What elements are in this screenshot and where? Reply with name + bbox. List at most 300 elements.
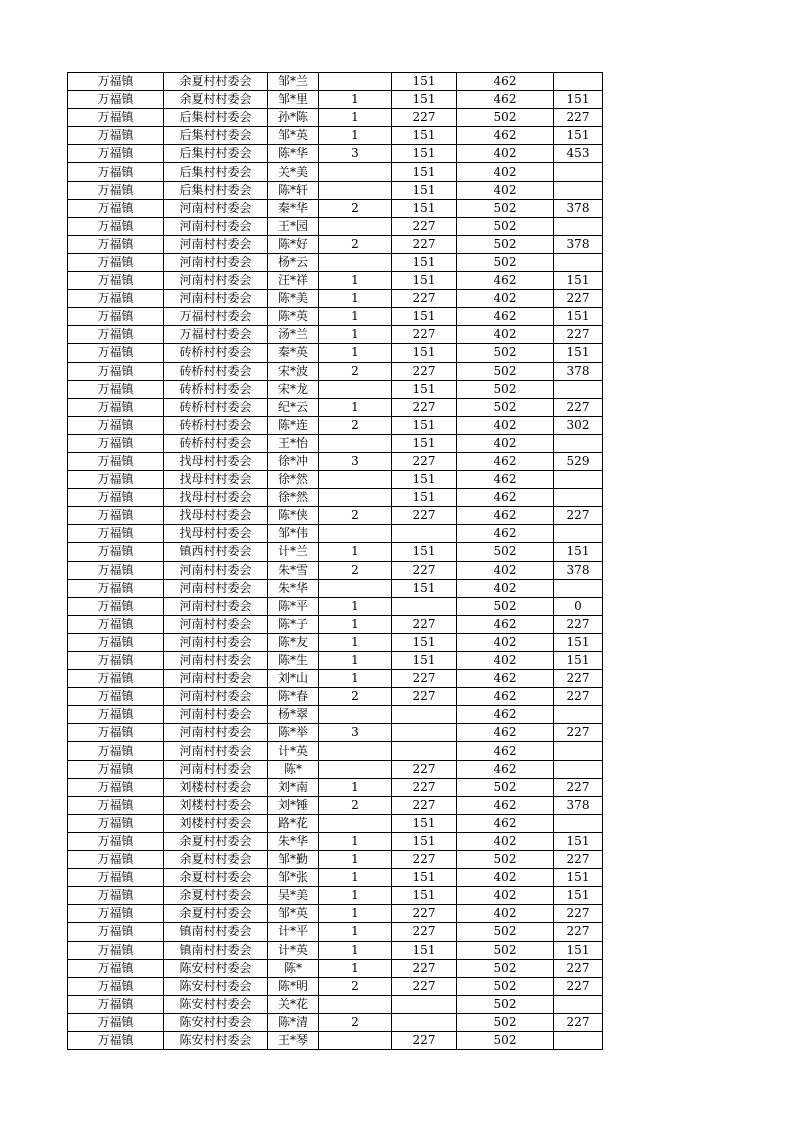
value-b-cell: 502 bbox=[457, 923, 554, 941]
value-a-cell: 227 bbox=[392, 851, 457, 869]
count-cell: 2 bbox=[319, 1013, 392, 1031]
value-a-cell bbox=[392, 525, 457, 543]
value-b-cell: 402 bbox=[457, 905, 554, 923]
value-b-cell: 502 bbox=[457, 344, 554, 362]
name-cell: 杨*翠 bbox=[268, 706, 319, 724]
village-cell: 找母村村委会 bbox=[164, 452, 268, 470]
value-a-cell: 227 bbox=[392, 688, 457, 706]
value-b-cell: 462 bbox=[457, 127, 554, 145]
name-cell: 秦*华 bbox=[268, 199, 319, 217]
table-row bbox=[68, 525, 603, 543]
village-cell: 河南村村委会 bbox=[164, 597, 268, 615]
total-cell: 378 bbox=[554, 199, 603, 217]
total-cell: 227 bbox=[554, 109, 603, 127]
value-a-cell: 151 bbox=[392, 814, 457, 832]
value-b-cell: 462 bbox=[457, 724, 554, 742]
count-cell bbox=[319, 217, 392, 235]
name-cell: 朱*华 bbox=[268, 832, 319, 850]
name-cell: 吴*美 bbox=[268, 887, 319, 905]
count-cell: 1 bbox=[319, 633, 392, 651]
value-b-cell: 402 bbox=[457, 869, 554, 887]
table-row bbox=[68, 543, 603, 561]
town-cell: 万福镇 bbox=[68, 362, 164, 380]
value-a-cell: 151 bbox=[392, 832, 457, 850]
total-cell bbox=[554, 525, 603, 543]
value-b-cell: 462 bbox=[457, 615, 554, 633]
town-cell: 万福镇 bbox=[68, 851, 164, 869]
value-a-cell: 151 bbox=[392, 543, 457, 561]
value-a-cell: 227 bbox=[392, 398, 457, 416]
town-cell: 万福镇 bbox=[68, 471, 164, 489]
town-cell: 万福镇 bbox=[68, 923, 164, 941]
town-cell: 万福镇 bbox=[68, 796, 164, 814]
count-cell bbox=[319, 1031, 392, 1049]
value-b-cell: 462 bbox=[457, 670, 554, 688]
total-cell: 151 bbox=[554, 941, 603, 959]
value-b-cell: 502 bbox=[457, 362, 554, 380]
total-cell bbox=[554, 73, 603, 91]
name-cell: 陈*连 bbox=[268, 416, 319, 434]
total-cell: 302 bbox=[554, 416, 603, 434]
count-cell: 1 bbox=[319, 905, 392, 923]
village-cell: 陈安村村委会 bbox=[164, 977, 268, 995]
count-cell bbox=[319, 471, 392, 489]
value-a-cell: 151 bbox=[392, 633, 457, 651]
count-cell: 2 bbox=[319, 796, 392, 814]
table-row bbox=[68, 272, 603, 290]
town-cell: 万福镇 bbox=[68, 543, 164, 561]
town-cell: 万福镇 bbox=[68, 145, 164, 163]
table-row bbox=[68, 163, 603, 181]
total-cell: 227 bbox=[554, 977, 603, 995]
village-cell: 砖桥村村委会 bbox=[164, 398, 268, 416]
value-a-cell: 151 bbox=[392, 145, 457, 163]
value-b-cell: 462 bbox=[457, 489, 554, 507]
village-cell: 河南村村委会 bbox=[164, 615, 268, 633]
table-row bbox=[68, 452, 603, 470]
value-b-cell: 462 bbox=[457, 814, 554, 832]
table-row bbox=[68, 561, 603, 579]
village-cell: 后集村村委会 bbox=[164, 109, 268, 127]
name-cell: 陈*轩 bbox=[268, 181, 319, 199]
village-cell: 砖桥村村委会 bbox=[164, 416, 268, 434]
village-cell: 河南村村委会 bbox=[164, 235, 268, 253]
table-row bbox=[68, 959, 603, 977]
town-cell: 万福镇 bbox=[68, 181, 164, 199]
name-cell: 孙*陈 bbox=[268, 109, 319, 127]
value-b-cell: 502 bbox=[457, 941, 554, 959]
name-cell: 陈*子 bbox=[268, 615, 319, 633]
town-cell: 万福镇 bbox=[68, 217, 164, 235]
count-cell bbox=[319, 706, 392, 724]
value-b-cell: 502 bbox=[457, 109, 554, 127]
town-cell: 万福镇 bbox=[68, 561, 164, 579]
name-cell: 邹*里 bbox=[268, 91, 319, 109]
count-cell bbox=[319, 380, 392, 398]
value-a-cell: 227 bbox=[392, 959, 457, 977]
value-b-cell: 462 bbox=[457, 73, 554, 91]
table-row bbox=[68, 326, 603, 344]
value-b-cell: 402 bbox=[457, 145, 554, 163]
table-row bbox=[68, 615, 603, 633]
total-cell: 151 bbox=[554, 91, 603, 109]
value-b-cell: 502 bbox=[457, 977, 554, 995]
total-cell bbox=[554, 253, 603, 271]
town-cell: 万福镇 bbox=[68, 977, 164, 995]
town-cell: 万福镇 bbox=[68, 253, 164, 271]
count-cell bbox=[319, 73, 392, 91]
table-row bbox=[68, 778, 603, 796]
village-cell: 河南村村委会 bbox=[164, 290, 268, 308]
count-cell: 1 bbox=[319, 923, 392, 941]
total-cell bbox=[554, 217, 603, 235]
table-row bbox=[68, 706, 603, 724]
table-row bbox=[68, 832, 603, 850]
name-cell: 汤*兰 bbox=[268, 326, 319, 344]
value-b-cell: 402 bbox=[457, 652, 554, 670]
name-cell: 陈* bbox=[268, 760, 319, 778]
village-cell: 找母村村委会 bbox=[164, 525, 268, 543]
name-cell: 宋*波 bbox=[268, 362, 319, 380]
table-row bbox=[68, 434, 603, 452]
count-cell bbox=[319, 525, 392, 543]
table-row bbox=[68, 652, 603, 670]
town-cell: 万福镇 bbox=[68, 597, 164, 615]
table-row bbox=[68, 923, 603, 941]
count-cell bbox=[319, 163, 392, 181]
table-row bbox=[68, 253, 603, 271]
value-b-cell: 502 bbox=[457, 995, 554, 1013]
name-cell: 王*怡 bbox=[268, 434, 319, 452]
value-a-cell: 151 bbox=[392, 253, 457, 271]
value-b-cell: 462 bbox=[457, 91, 554, 109]
town-cell: 万福镇 bbox=[68, 615, 164, 633]
total-cell: 529 bbox=[554, 452, 603, 470]
table-row bbox=[68, 670, 603, 688]
village-cell: 镇南村村委会 bbox=[164, 923, 268, 941]
count-cell: 1 bbox=[319, 272, 392, 290]
value-a-cell: 227 bbox=[392, 977, 457, 995]
name-cell: 刘*山 bbox=[268, 670, 319, 688]
village-cell: 余夏村村委会 bbox=[164, 91, 268, 109]
value-b-cell: 502 bbox=[457, 398, 554, 416]
total-cell: 227 bbox=[554, 724, 603, 742]
total-cell: 151 bbox=[554, 344, 603, 362]
value-a-cell: 151 bbox=[392, 434, 457, 452]
name-cell: 刘*锤 bbox=[268, 796, 319, 814]
total-cell: 0 bbox=[554, 597, 603, 615]
town-cell: 万福镇 bbox=[68, 326, 164, 344]
count-cell: 1 bbox=[319, 869, 392, 887]
town-cell: 万福镇 bbox=[68, 887, 164, 905]
count-cell: 1 bbox=[319, 959, 392, 977]
village-cell: 余夏村村委会 bbox=[164, 905, 268, 923]
name-cell: 陈*华 bbox=[268, 145, 319, 163]
value-b-cell: 402 bbox=[457, 434, 554, 452]
town-cell: 万福镇 bbox=[68, 742, 164, 760]
town-cell: 万福镇 bbox=[68, 670, 164, 688]
total-cell: 227 bbox=[554, 615, 603, 633]
table-row bbox=[68, 489, 603, 507]
total-cell bbox=[554, 995, 603, 1013]
village-cell: 砖桥村村委会 bbox=[164, 434, 268, 452]
name-cell: 邹*英 bbox=[268, 905, 319, 923]
value-a-cell: 227 bbox=[392, 778, 457, 796]
count-cell: 2 bbox=[319, 416, 392, 434]
village-cell: 万福村村委会 bbox=[164, 308, 268, 326]
value-a-cell: 151 bbox=[392, 869, 457, 887]
total-cell: 227 bbox=[554, 1013, 603, 1031]
village-cell: 找母村村委会 bbox=[164, 471, 268, 489]
count-cell: 1 bbox=[319, 344, 392, 362]
value-b-cell: 462 bbox=[457, 525, 554, 543]
village-cell: 陈安村村委会 bbox=[164, 1013, 268, 1031]
total-cell: 151 bbox=[554, 869, 603, 887]
total-cell: 227 bbox=[554, 290, 603, 308]
value-a-cell: 151 bbox=[392, 91, 457, 109]
value-a-cell: 227 bbox=[392, 109, 457, 127]
count-cell: 1 bbox=[319, 652, 392, 670]
value-b-cell: 502 bbox=[457, 778, 554, 796]
town-cell: 万福镇 bbox=[68, 452, 164, 470]
total-cell bbox=[554, 742, 603, 760]
record-table bbox=[67, 72, 603, 1050]
table-row bbox=[68, 688, 603, 706]
town-cell: 万福镇 bbox=[68, 434, 164, 452]
town-cell: 万福镇 bbox=[68, 633, 164, 651]
village-cell: 砖桥村村委会 bbox=[164, 344, 268, 362]
value-b-cell: 502 bbox=[457, 543, 554, 561]
village-cell: 余夏村村委会 bbox=[164, 832, 268, 850]
table-row bbox=[68, 398, 603, 416]
value-b-cell: 402 bbox=[457, 181, 554, 199]
village-cell: 河南村村委会 bbox=[164, 217, 268, 235]
table-row bbox=[68, 380, 603, 398]
village-cell: 河南村村委会 bbox=[164, 579, 268, 597]
value-b-cell: 462 bbox=[457, 507, 554, 525]
value-b-cell: 502 bbox=[457, 199, 554, 217]
count-cell bbox=[319, 434, 392, 452]
town-cell: 万福镇 bbox=[68, 109, 164, 127]
town-cell: 万福镇 bbox=[68, 706, 164, 724]
value-a-cell: 151 bbox=[392, 127, 457, 145]
table-row bbox=[68, 597, 603, 615]
table-row bbox=[68, 724, 603, 742]
town-cell: 万福镇 bbox=[68, 832, 164, 850]
total-cell: 151 bbox=[554, 633, 603, 651]
total-cell: 151 bbox=[554, 308, 603, 326]
table-row bbox=[68, 869, 603, 887]
town-cell: 万福镇 bbox=[68, 489, 164, 507]
total-cell: 151 bbox=[554, 887, 603, 905]
table-row bbox=[68, 507, 603, 525]
name-cell: 陈*平 bbox=[268, 597, 319, 615]
total-cell: 227 bbox=[554, 670, 603, 688]
count-cell: 1 bbox=[319, 832, 392, 850]
table-row bbox=[68, 217, 603, 235]
count-cell: 1 bbox=[319, 941, 392, 959]
town-cell: 万福镇 bbox=[68, 163, 164, 181]
town-cell: 万福镇 bbox=[68, 344, 164, 362]
village-cell: 河南村村委会 bbox=[164, 688, 268, 706]
total-cell: 453 bbox=[554, 145, 603, 163]
count-cell bbox=[319, 181, 392, 199]
name-cell: 陈*侠 bbox=[268, 507, 319, 525]
value-a-cell bbox=[392, 995, 457, 1013]
name-cell: 关*花 bbox=[268, 995, 319, 1013]
count-cell: 2 bbox=[319, 561, 392, 579]
count-cell: 1 bbox=[319, 91, 392, 109]
count-cell: 1 bbox=[319, 597, 392, 615]
town-cell: 万福镇 bbox=[68, 507, 164, 525]
town-cell: 万福镇 bbox=[68, 91, 164, 109]
value-a-cell: 227 bbox=[392, 362, 457, 380]
count-cell: 2 bbox=[319, 199, 392, 217]
name-cell: 计*平 bbox=[268, 923, 319, 941]
count-cell bbox=[319, 814, 392, 832]
total-cell bbox=[554, 579, 603, 597]
table-row bbox=[68, 995, 603, 1013]
name-cell: 陈*清 bbox=[268, 1013, 319, 1031]
count-cell: 3 bbox=[319, 724, 392, 742]
total-cell bbox=[554, 434, 603, 452]
value-a-cell: 151 bbox=[392, 416, 457, 434]
name-cell: 徐*冲 bbox=[268, 452, 319, 470]
village-cell: 镇西村村委会 bbox=[164, 543, 268, 561]
village-cell: 余夏村村委会 bbox=[164, 869, 268, 887]
town-cell: 万福镇 bbox=[68, 760, 164, 778]
value-a-cell: 151 bbox=[392, 489, 457, 507]
value-a-cell: 151 bbox=[392, 344, 457, 362]
total-cell: 151 bbox=[554, 272, 603, 290]
town-cell: 万福镇 bbox=[68, 941, 164, 959]
total-cell: 227 bbox=[554, 851, 603, 869]
total-cell bbox=[554, 163, 603, 181]
table-row bbox=[68, 760, 603, 778]
value-b-cell: 502 bbox=[457, 851, 554, 869]
total-cell bbox=[554, 814, 603, 832]
count-cell: 1 bbox=[319, 615, 392, 633]
name-cell: 朱*雪 bbox=[268, 561, 319, 579]
table-row bbox=[68, 887, 603, 905]
value-b-cell: 462 bbox=[457, 272, 554, 290]
table-row bbox=[68, 416, 603, 434]
total-cell: 378 bbox=[554, 561, 603, 579]
value-a-cell bbox=[392, 597, 457, 615]
village-cell: 万福村村委会 bbox=[164, 326, 268, 344]
village-cell: 河南村村委会 bbox=[164, 706, 268, 724]
count-cell: 1 bbox=[319, 670, 392, 688]
value-b-cell: 502 bbox=[457, 380, 554, 398]
value-a-cell: 227 bbox=[392, 760, 457, 778]
count-cell: 1 bbox=[319, 887, 392, 905]
name-cell: 陈*美 bbox=[268, 290, 319, 308]
town-cell: 万福镇 bbox=[68, 778, 164, 796]
table-row bbox=[68, 633, 603, 651]
town-cell: 万福镇 bbox=[68, 1013, 164, 1031]
total-cell bbox=[554, 1031, 603, 1049]
name-cell: 宋*龙 bbox=[268, 380, 319, 398]
total-cell: 378 bbox=[554, 796, 603, 814]
total-cell: 227 bbox=[554, 923, 603, 941]
table-row bbox=[68, 1013, 603, 1031]
total-cell: 151 bbox=[554, 543, 603, 561]
value-a-cell: 227 bbox=[392, 615, 457, 633]
value-b-cell: 502 bbox=[457, 253, 554, 271]
table-row bbox=[68, 977, 603, 995]
village-cell: 找母村村委会 bbox=[164, 507, 268, 525]
town-cell: 万福镇 bbox=[68, 1031, 164, 1049]
table-row bbox=[68, 471, 603, 489]
name-cell: 陈*友 bbox=[268, 633, 319, 651]
name-cell: 纪*云 bbox=[268, 398, 319, 416]
total-cell bbox=[554, 181, 603, 199]
value-a-cell: 151 bbox=[392, 471, 457, 489]
name-cell: 陈*好 bbox=[268, 235, 319, 253]
village-cell: 陈安村村委会 bbox=[164, 1031, 268, 1049]
total-cell: 227 bbox=[554, 905, 603, 923]
name-cell: 邹*伟 bbox=[268, 525, 319, 543]
town-cell: 万福镇 bbox=[68, 814, 164, 832]
name-cell: 关*美 bbox=[268, 163, 319, 181]
total-cell bbox=[554, 489, 603, 507]
village-cell: 后集村村委会 bbox=[164, 127, 268, 145]
value-a-cell: 227 bbox=[392, 796, 457, 814]
value-b-cell: 462 bbox=[457, 308, 554, 326]
village-cell: 刘楼村村委会 bbox=[164, 778, 268, 796]
value-b-cell: 462 bbox=[457, 452, 554, 470]
name-cell: 陈*明 bbox=[268, 977, 319, 995]
total-cell: 378 bbox=[554, 362, 603, 380]
table-row bbox=[68, 905, 603, 923]
village-cell: 河南村村委会 bbox=[164, 742, 268, 760]
value-b-cell: 502 bbox=[457, 597, 554, 615]
value-a-cell: 151 bbox=[392, 73, 457, 91]
town-cell: 万福镇 bbox=[68, 869, 164, 887]
value-a-cell: 227 bbox=[392, 1031, 457, 1049]
value-a-cell: 151 bbox=[392, 579, 457, 597]
town-cell: 万福镇 bbox=[68, 127, 164, 145]
village-cell: 河南村村委会 bbox=[164, 199, 268, 217]
count-cell: 1 bbox=[319, 778, 392, 796]
table-body bbox=[68, 73, 603, 1050]
value-b-cell: 462 bbox=[457, 742, 554, 760]
name-cell: 路*花 bbox=[268, 814, 319, 832]
value-a-cell: 151 bbox=[392, 163, 457, 181]
name-cell: 杨*云 bbox=[268, 253, 319, 271]
village-cell: 后集村村委会 bbox=[164, 181, 268, 199]
town-cell: 万福镇 bbox=[68, 959, 164, 977]
total-cell: 227 bbox=[554, 778, 603, 796]
count-cell: 1 bbox=[319, 851, 392, 869]
village-cell: 河南村村委会 bbox=[164, 633, 268, 651]
count-cell: 1 bbox=[319, 398, 392, 416]
count-cell bbox=[319, 253, 392, 271]
value-a-cell: 151 bbox=[392, 272, 457, 290]
value-a-cell: 227 bbox=[392, 452, 457, 470]
village-cell: 河南村村委会 bbox=[164, 760, 268, 778]
total-cell: 151 bbox=[554, 832, 603, 850]
name-cell: 王*琴 bbox=[268, 1031, 319, 1049]
value-a-cell: 227 bbox=[392, 905, 457, 923]
value-a-cell: 227 bbox=[392, 670, 457, 688]
name-cell: 陈*春 bbox=[268, 688, 319, 706]
count-cell: 1 bbox=[319, 127, 392, 145]
count-cell: 1 bbox=[319, 308, 392, 326]
count-cell: 3 bbox=[319, 452, 392, 470]
total-cell: 151 bbox=[554, 127, 603, 145]
total-cell bbox=[554, 706, 603, 724]
